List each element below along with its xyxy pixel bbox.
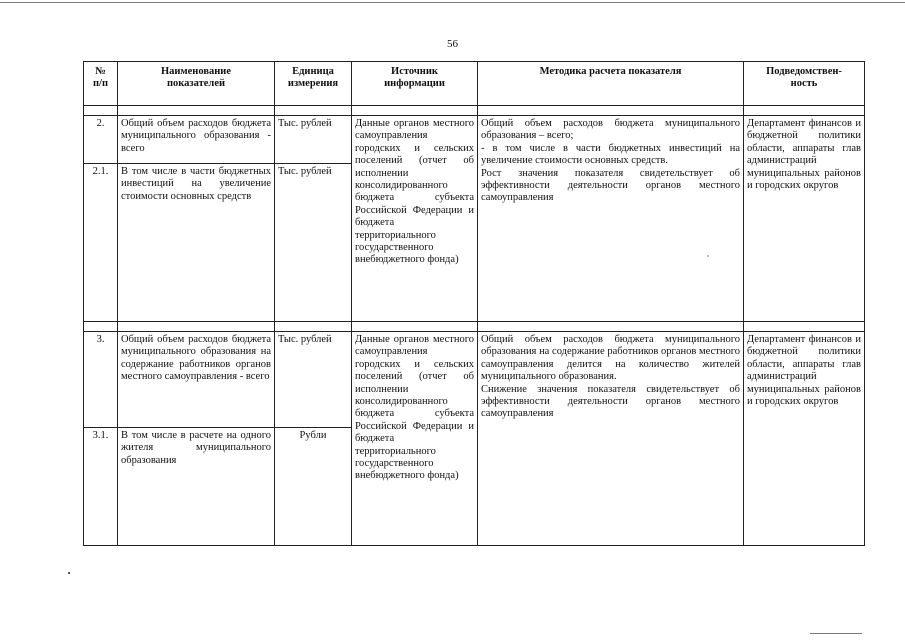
header-source-text: Источник информации	[384, 66, 445, 90]
source-cell: Данные органов местного самоуправления городских и сельских поселений (отчет об исполнении консолидированного бюджета субъекта Российской Федерации и бюджета территориального государственного внебюджетного фонда)	[352, 116, 478, 322]
header-number-text: № п/п	[92, 66, 109, 90]
indicator-name: Общий объем расходов бюджета муниципального образования на содержание работников органов местного самоуправления - всего	[118, 332, 275, 428]
bottom-border-line	[810, 633, 862, 634]
unit-cell: Тыс. рублей	[275, 116, 352, 164]
page-number: 56	[447, 38, 458, 50]
row-number: 2.1.	[84, 164, 118, 322]
header-method	[478, 62, 744, 106]
indicator-name: В том числе в расчете на одного жителя муниципального образования	[118, 428, 275, 546]
table-header-row	[84, 62, 865, 106]
scan-speck	[707, 255, 709, 257]
jurisdiction-cell: Департамент финансов и бюджетной политики области, аппараты глав администраций муниципальных районов и городских округов	[744, 332, 865, 546]
source-cell: Данные органов местного самоуправления городских и сельских поселений (отчет об исполнении консолидированного бюджета субъекта Российской Федерации и бюджета территориального государственного внебюджетного фонда)	[352, 332, 478, 546]
header-jurisdiction	[744, 62, 865, 106]
header-source	[352, 62, 478, 106]
header-unit-text: Единица измерения	[287, 66, 339, 90]
indicator-name: Общий объем расходов бюджета муниципального образования - всего	[118, 116, 275, 164]
indicator-name: В том числе в части бюджетных инвестиций на увеличение стоимости основных средств	[118, 164, 275, 322]
unit-cell: Тыс. рублей	[275, 332, 352, 428]
spacer-row	[84, 106, 865, 116]
method-cell: Общий объем расходов бюджета муниципального образования на содержание работников органов местного самоуправления делится на количество жителей муниципального образования. Снижение значения показателя свидетельствует об эффективности деятельности органов местного самоуправления	[478, 332, 744, 546]
header-number	[84, 62, 118, 106]
unit-cell: Тыс. рублей	[275, 164, 352, 322]
method-cell: Общий объем расходов бюджета муниципального образования – всего; - в том числе в части бюджетных инвестиций на увеличение стоимости основных средств. Рост значения показателя свидетельствует об эффективности деятельности органов местного самоуправления	[478, 116, 744, 322]
header-unit	[275, 62, 352, 106]
jurisdiction-cell: Департамент финансов и бюджетной политики области, аппараты глав администраций муниципальных районов и городских округов	[744, 116, 865, 322]
table-row	[84, 332, 865, 428]
scan-speck	[68, 572, 70, 574]
row-number: 2.	[84, 116, 118, 164]
row-number: 3.1.	[84, 428, 118, 546]
table-row	[84, 116, 865, 164]
spacer-row	[84, 322, 865, 332]
row-number: 3.	[84, 332, 118, 428]
header-method-text: Методика расчета показателя	[539, 66, 682, 77]
unit-cell: Рубли	[275, 428, 352, 546]
indicators-table	[83, 61, 865, 546]
top-border-line	[0, 2, 905, 3]
header-name	[118, 62, 275, 106]
header-name-text: Наименование показателей	[161, 66, 231, 90]
header-jurisdiction-text: Подведомствен- ность	[766, 66, 842, 90]
